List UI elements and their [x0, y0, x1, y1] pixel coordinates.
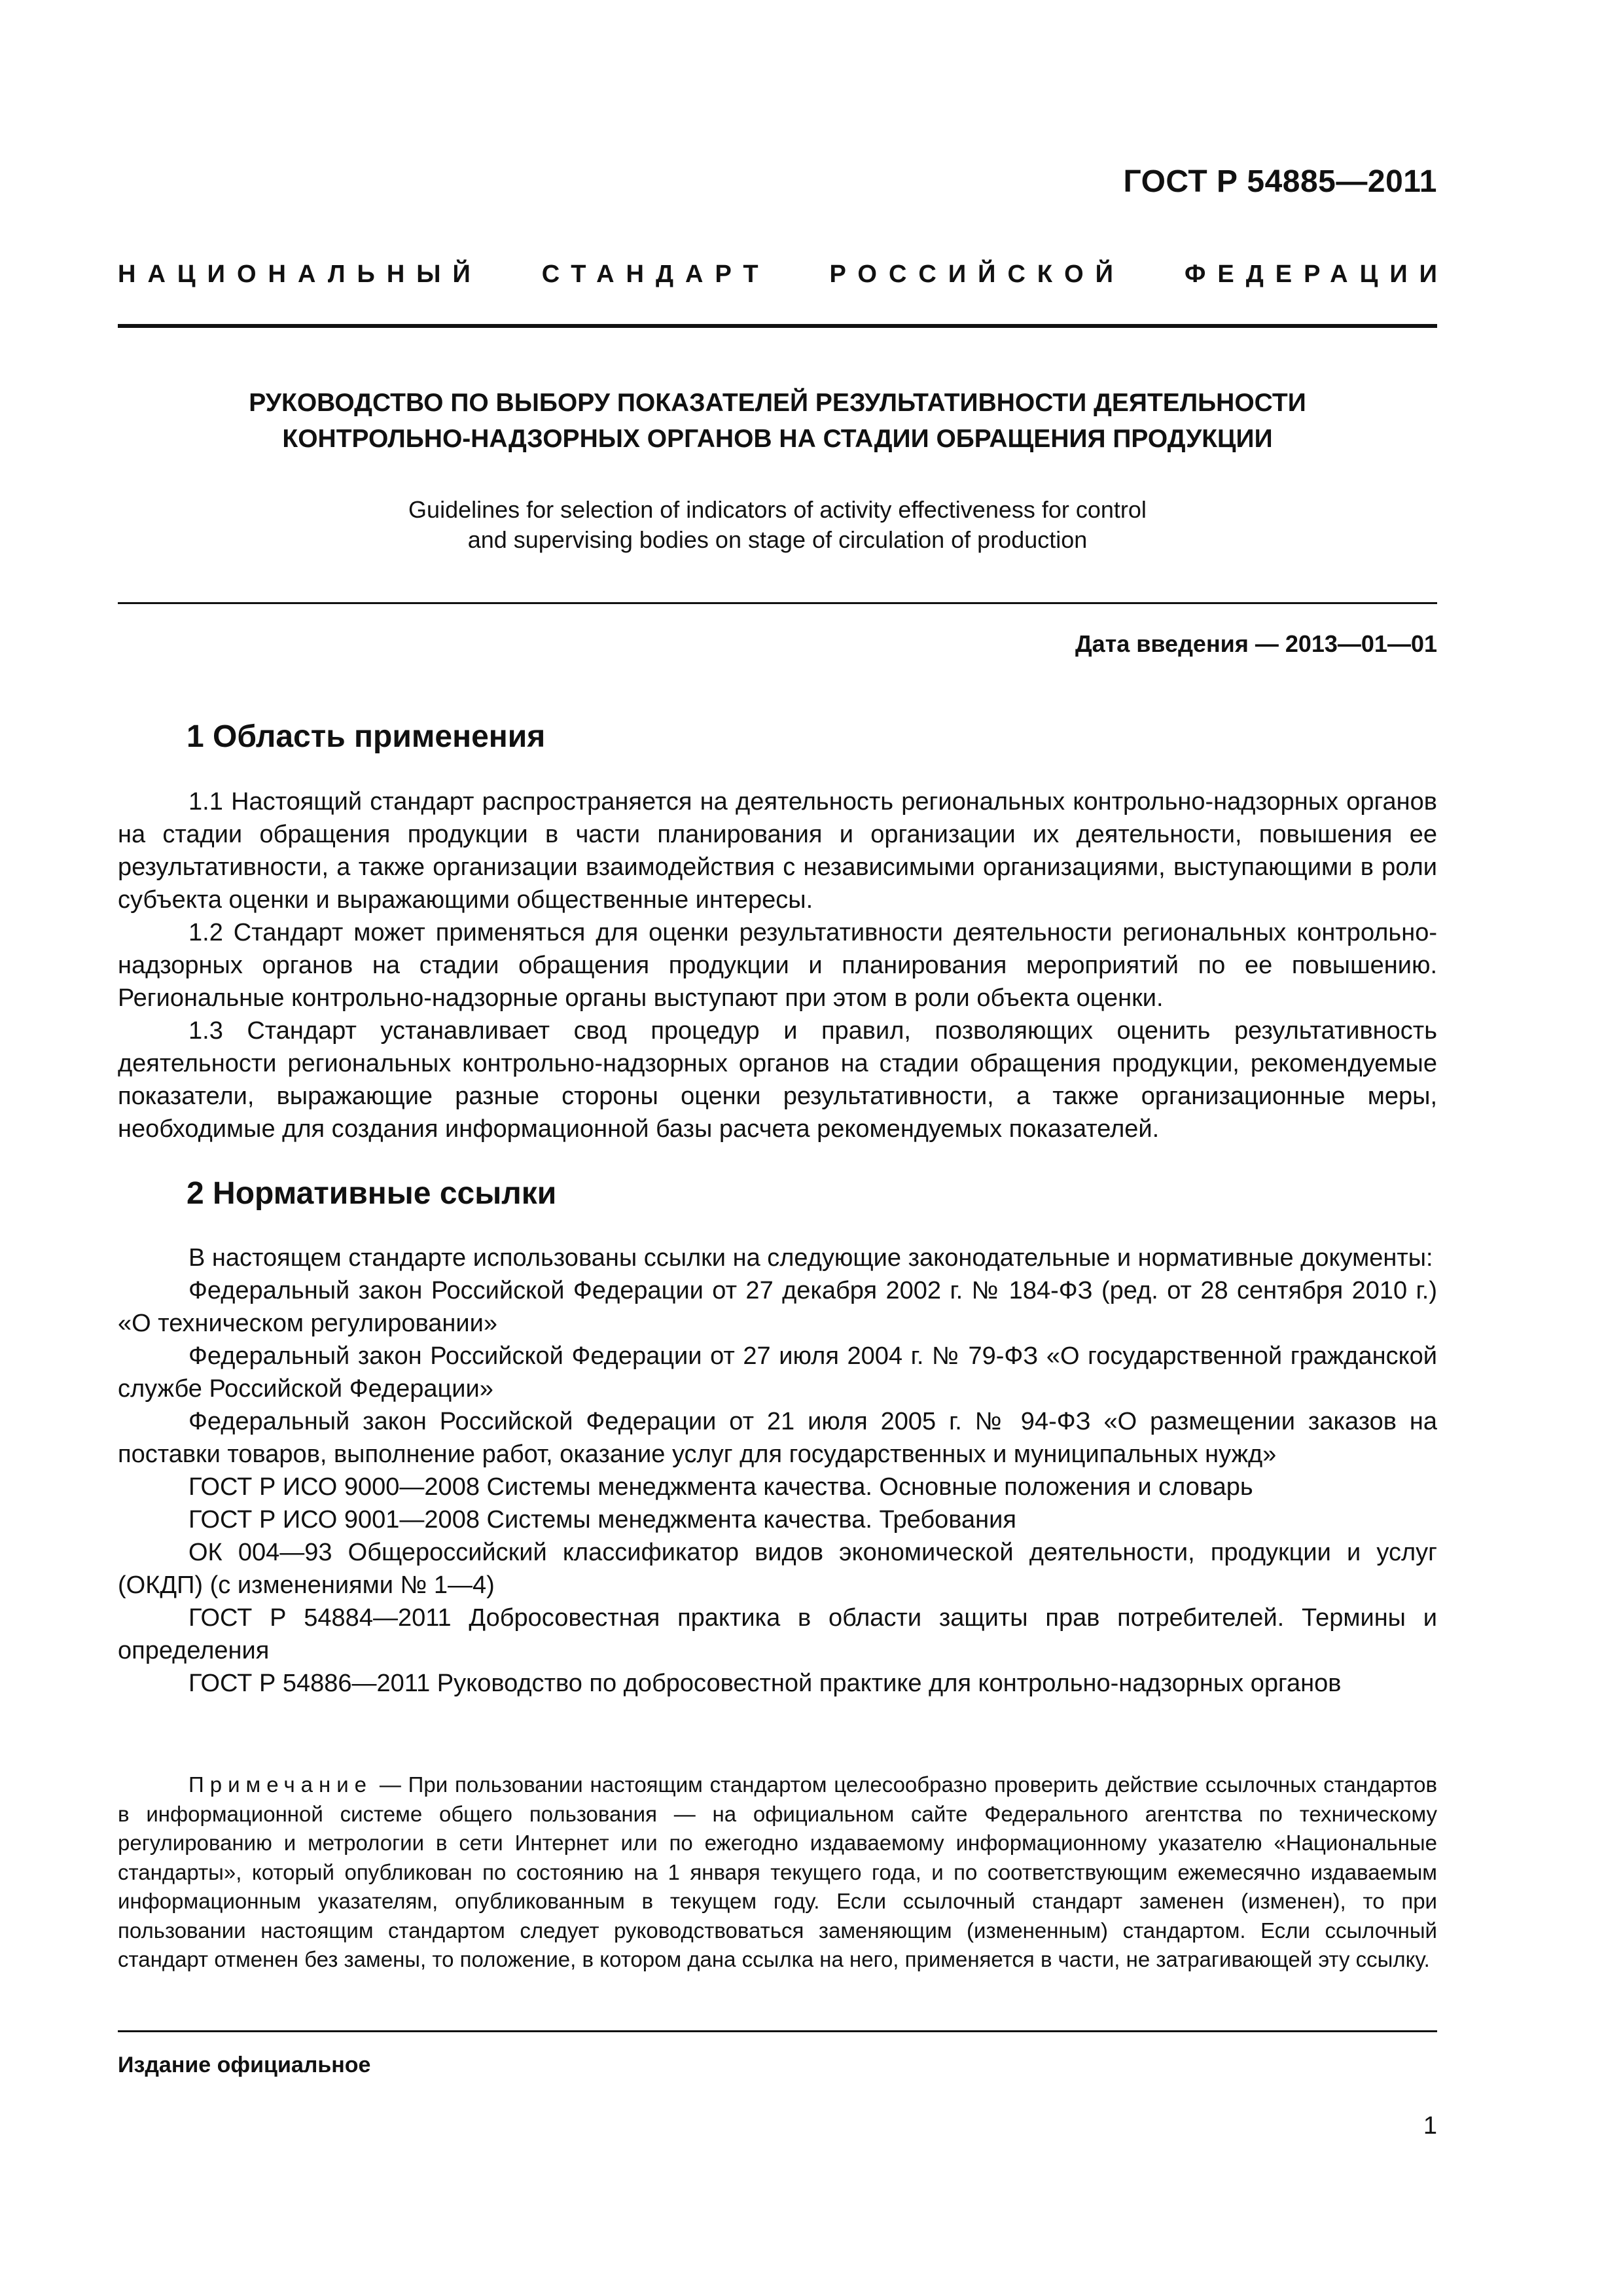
national-standard-banner — [118, 260, 1449, 289]
banner-word: СТАНДАРТ — [541, 260, 770, 288]
paragraph: 1.2 Стандарт может применяться для оценки результативности деятельности региональных контрольно-надзорных органов на стадии обращения продукции и планирования мероприятий по ее повышению. Региональные контрольно-надзорные органы выступают при этом в роли объекта оценки. — [118, 919, 1437, 1012]
paragraph: 1.1 Настоящий стандарт распространяется на деятельность региональных контрольно-надзорных органов на стадии обращения продукции в части планирования и организации их деятельности, повышения ее результативности, а также организации взаимодействия с независимыми организациями, выступающими в роли субъекта оценки и выражающими общественные интересы. — [118, 788, 1437, 914]
note — [118, 1770, 1437, 1975]
reference-item: ГОСТ Р ИСО 9000—2008 Системы менеджмента качества. Основные положения и словарь — [188, 1473, 1253, 1501]
reference-item: Федеральный закон Российской Федерации от 27 декабря 2002 г. № 184-ФЗ (ред. от 28 сентября 2010 г.) «О техническом регулировании» — [118, 1277, 1437, 1337]
header-divider — [118, 324, 1437, 328]
title-divider — [118, 602, 1437, 604]
paragraph: В настоящем стандарте использованы ссылки на следующие законодательные и нормативные документы: — [188, 1244, 1433, 1272]
document-title-ru — [118, 385, 1437, 457]
title-line: РУКОВОДСТВО ПО ВЫБОРУ ПОКАЗАТЕЛЕЙ РЕЗУЛЬТАТИВНОСТИ ДЕЯТЕЛЬНОСТИ — [249, 389, 1306, 417]
reference-item: ОК 004—93 Общероссийский классификатор видов экономической деятельности, продукции и услуг (ОКДП) (с изменениями № 1—4) — [118, 1539, 1437, 1599]
note-text: — При пользовании настоящим стандартом целесообразно проверить действие ссылочных стандартов в информационной системе общего пользования — на официальном сайте Федерального агентства по техническому регулированию и метрологии в сети Интернет или по ежегодно издаваемому информационному указателю «Национальные стандарты», который опубликован по состоянию на 1 января текущего года, и по соответствующим ежемесячно издаваемым информационным указателям, опубликованным в текущем году. Если ссылочный стандарт заменен (изменен), то при пользовании настоящим стандартом следует руководствоваться заменяющим (измененным) стандартом. Если ссылочный стандарт отменен без замены, то положение, в котором дана ссылка на него, применяется в части, не затрагивающей эту ссылку. — [118, 1772, 1437, 1971]
paragraph: 1.3 Стандарт устанавливает свод процедур и правил, позволяющих оценить результативность деятельности региональных контрольно-надзорных органов на стадии обращения продукции, рекомендуемые показатели, выражающие разные стороны оценки результативности, а также организационные меры, необходимые для создания информационной базы расчета рекомендуемых показателей. — [118, 1017, 1437, 1143]
page-number: 1 — [1423, 2112, 1437, 2140]
introduction-date: Дата введения — 2013—01—01 — [1075, 630, 1437, 657]
reference-item: ГОСТ Р 54884—2011 Добросовестная практика в области защиты прав потребителей. Термины и определения — [118, 1604, 1437, 1664]
reference-item: Федеральный закон Российской Федерации от 21 июля 2005 г. № 94-ФЗ «О размещении заказов на поставки товаров, выполнение работ, оказание услуг для государственных и муниципальных нужд» — [118, 1408, 1437, 1468]
banner-word: ФЕДЕРАЦИИ — [1184, 260, 1449, 288]
banner-word: РОССИЙСКОЙ — [829, 260, 1125, 288]
title-line: and supervising bodies on stage of circulation of production — [467, 526, 1088, 553]
footer-divider — [118, 2030, 1437, 2032]
edition-label: Издание официальное — [118, 2053, 371, 2077]
banner-word: НАЦИОНАЛЬНЫЙ — [118, 260, 482, 288]
reference-item: Федеральный закон Российской Федерации от 27 июля 2004 г. № 79-ФЗ «О государственной гражданской службе Российской Федерации» — [118, 1342, 1437, 1403]
section-body — [118, 1242, 1437, 1700]
document-title-en — [118, 495, 1437, 555]
section-body — [118, 785, 1437, 1145]
reference-item: ГОСТ Р 54886—2011 Руководство по добросовестной практике для контрольно-надзорных органов — [188, 1670, 1342, 1697]
document-id: ГОСТ Р 54885—2011 — [1123, 164, 1437, 199]
note-label: Примечание — [188, 1772, 373, 1797]
reference-item: ГОСТ Р ИСО 9001—2008 Системы менеджмента качества. Требования — [188, 1506, 1016, 1534]
title-line: Guidelines for selection of indicators of activity effectiveness for control — [408, 496, 1147, 523]
title-line: КОНТРОЛЬНО-НАДЗОРНЫХ ОРГАНОВ НА СТАДИИ ОБРАЩЕНИЯ ПРОДУКЦИИ — [282, 425, 1273, 453]
section-heading: 2 Нормативные ссылки — [187, 1176, 557, 1211]
section-heading: 1 Область применения — [187, 719, 546, 754]
